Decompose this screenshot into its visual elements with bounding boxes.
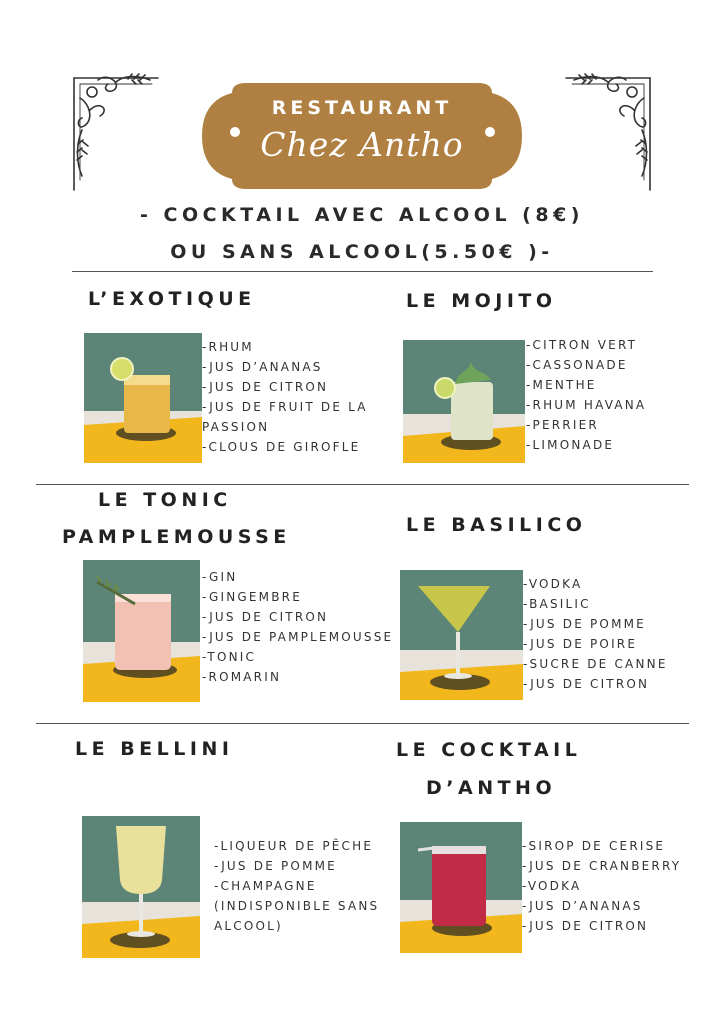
cocktail-name-line: PAMPLEMOUSSE — [62, 526, 291, 548]
ingredient: -JUS DE POMME — [214, 859, 337, 873]
ingredient: -GIN — [202, 570, 238, 584]
ingredient-list — [522, 836, 681, 936]
ingredient: -JUS DE POMME — [523, 617, 646, 631]
ingredient: -JUS D’ANANAS — [202, 360, 323, 374]
ingredient: -LIQUEUR DE PÊCHE — [214, 839, 374, 853]
cocktail-name-line: D’ANTHO — [426, 777, 557, 799]
divider — [36, 723, 689, 724]
cocktail-photo — [83, 560, 200, 702]
ingredient: -CITRON VERT — [526, 338, 638, 352]
ingredient: -JUS DE CITRON — [523, 677, 650, 691]
cocktail-name-line: LE COCKTAIL — [396, 739, 582, 761]
ingredient: -CLOUS DE GIROFLE — [202, 440, 361, 454]
cocktail-name: LE MOJITO — [406, 290, 557, 312]
ingredient: -JUS DE POIRE — [523, 637, 638, 651]
divider — [72, 271, 653, 272]
cocktail-name-line: LE TONIC — [98, 489, 232, 511]
ingredient-list — [526, 335, 646, 455]
cocktail-name: L’EXOTIQUE — [88, 288, 256, 310]
ingredient-list — [202, 567, 393, 687]
ingredient: -JUS DE CITRON — [202, 380, 329, 394]
pricing-line-1: - COCKTAIL AVEC ALCOOL (8€) — [140, 204, 584, 226]
corner-ornament-left — [70, 70, 162, 192]
ingredient-list — [214, 836, 379, 936]
ingredient: -JUS DE CRANBERRY — [522, 859, 682, 873]
ingredient: -LIMONADE — [526, 438, 615, 452]
ingredient: -JUS DE PAMPLEMOUSSE — [202, 630, 394, 644]
ingredient: -JUS D’ANANAS — [522, 899, 643, 913]
ingredient: -MENTHE — [526, 378, 597, 392]
ingredient: -JUS DE FRUIT DE LA — [202, 400, 368, 414]
ingredient: -BASILIC — [523, 597, 591, 611]
ingredient: -RHUM HAVANA — [526, 398, 647, 412]
ingredient: -CASSONADE — [526, 358, 628, 372]
restaurant-name: Chez Antho — [260, 125, 464, 164]
ingredient-list — [202, 337, 368, 457]
ingredient: -JUS DE CITRON — [202, 610, 329, 624]
ingredient: -VODKA — [522, 879, 582, 893]
ingredient: -VODKA — [523, 577, 583, 591]
ingredient: -GINGEMBRE — [202, 590, 302, 604]
ingredient-list — [523, 574, 668, 694]
corner-ornament-right — [562, 70, 654, 192]
pricing-line-2: OU SANS ALCOOL(5.50€ )- — [170, 241, 554, 263]
ingredient: -TONIC — [202, 650, 257, 664]
cocktail-photo — [403, 340, 525, 463]
restaurant-badge — [202, 83, 522, 189]
cocktail-name: LE BELLINI — [75, 738, 234, 760]
ingredient: -CHAMPAGNE — [214, 879, 317, 893]
restaurant-label: RESTAURANT — [271, 97, 453, 119]
ingredient: -ROMARIN — [202, 670, 282, 684]
ingredient: (INDISPONIBLE SANS — [214, 899, 380, 913]
ingredient: -SUCRE DE CANNE — [523, 657, 668, 671]
cocktail-photo — [82, 816, 200, 958]
cocktail-photo — [400, 570, 523, 700]
cocktail-name: LE BASILICO — [406, 514, 587, 536]
ingredient: PASSION — [202, 420, 270, 434]
ingredient: -SIROP DE CERISE — [522, 839, 666, 853]
ingredient: -JUS DE CITRON — [522, 919, 649, 933]
ingredient: ALCOOL) — [214, 919, 283, 933]
ingredient: -RHUM — [202, 340, 254, 354]
cocktail-photo — [84, 333, 202, 463]
cocktail-photo — [400, 822, 522, 953]
ingredient: -PERRIER — [526, 418, 599, 432]
